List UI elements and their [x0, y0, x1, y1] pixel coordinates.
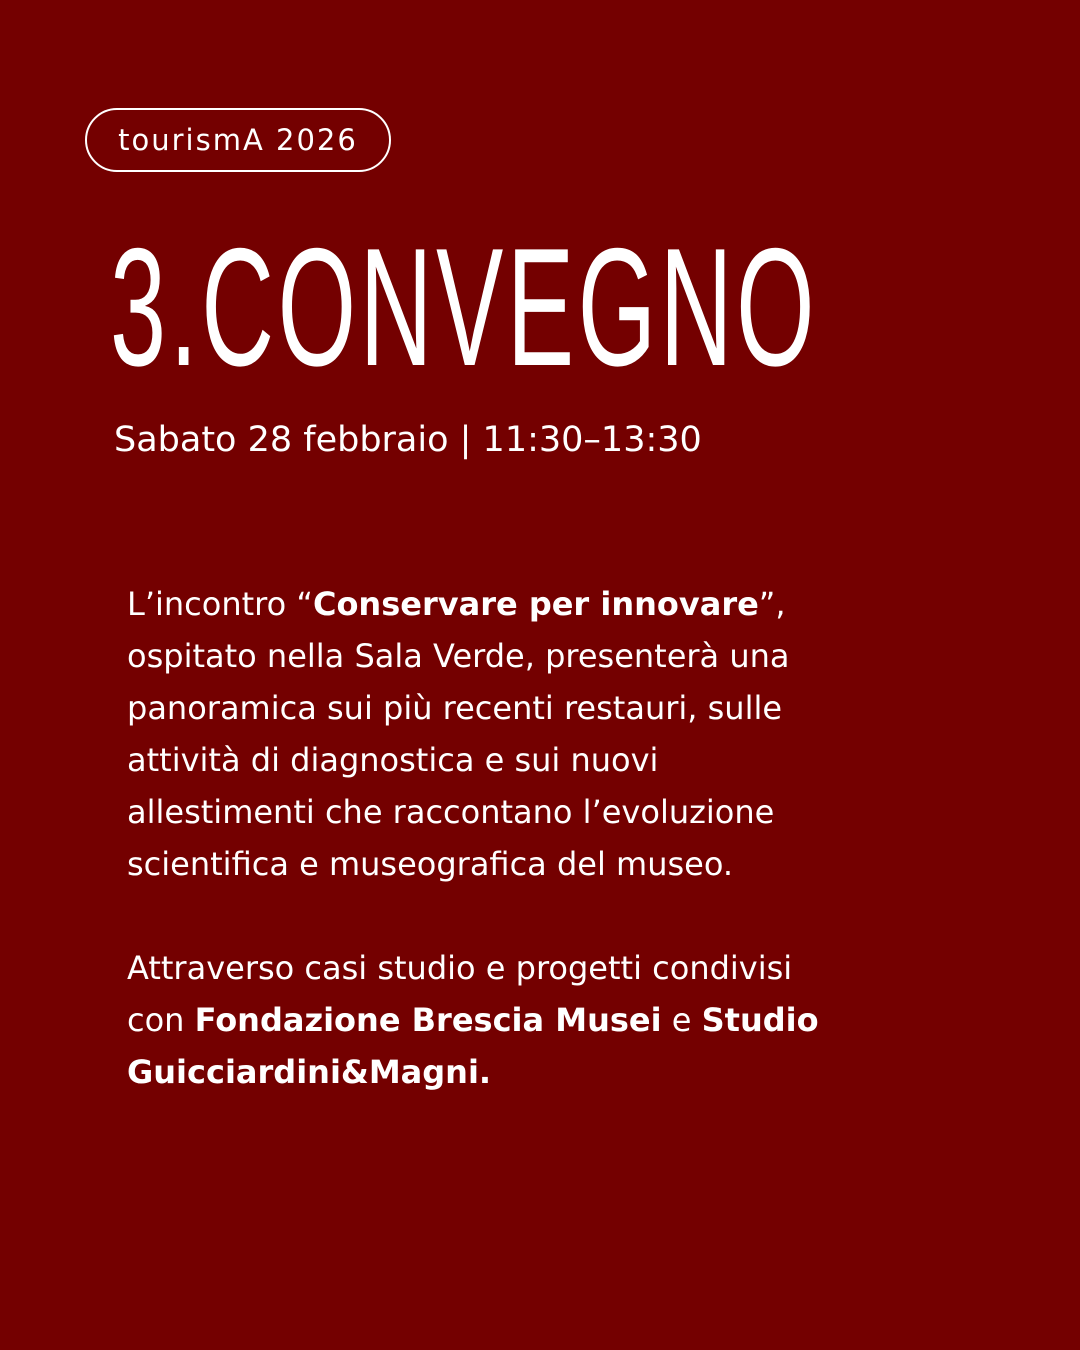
text-fragment: con	[127, 1001, 195, 1039]
text-fragment: e	[661, 1001, 702, 1039]
page-title: 3.CONVEGNO	[110, 213, 819, 401]
description-line	[127, 1046, 947, 1098]
partner-name: Studio	[701, 1001, 819, 1039]
description-paragraph-2	[127, 942, 947, 1098]
description-line: panoramica sui più recenti restauri, sulle	[127, 689, 783, 727]
description-line	[127, 994, 947, 1046]
partner-name: Fondazione Brescia Musei	[194, 1001, 662, 1039]
event-date-time: Sabato 28 febbraio | 11:30–13:30	[114, 420, 702, 460]
description-paragraph-1	[127, 578, 947, 890]
description-line: ospitato nella Sala Verde, presenterà una	[127, 637, 790, 675]
description-line: scientifica e museografica del museo.	[127, 845, 734, 883]
description-line: attività di diagnostica e sui nuovi	[127, 741, 659, 779]
text-fragment: L’incontro “	[127, 585, 313, 623]
partner-name: Guicciardini&Magni.	[127, 1053, 492, 1091]
description	[127, 578, 947, 1098]
description-line	[127, 578, 947, 630]
text-fragment: ”,	[758, 585, 786, 623]
event-badge: tourismA 2026	[85, 108, 391, 172]
description-line: Attraverso casi studio e progetti condivisi	[127, 949, 793, 987]
event-name: Conservare per innovare	[312, 585, 759, 623]
description-line: allestimenti che raccontano l’evoluzione	[127, 793, 775, 831]
